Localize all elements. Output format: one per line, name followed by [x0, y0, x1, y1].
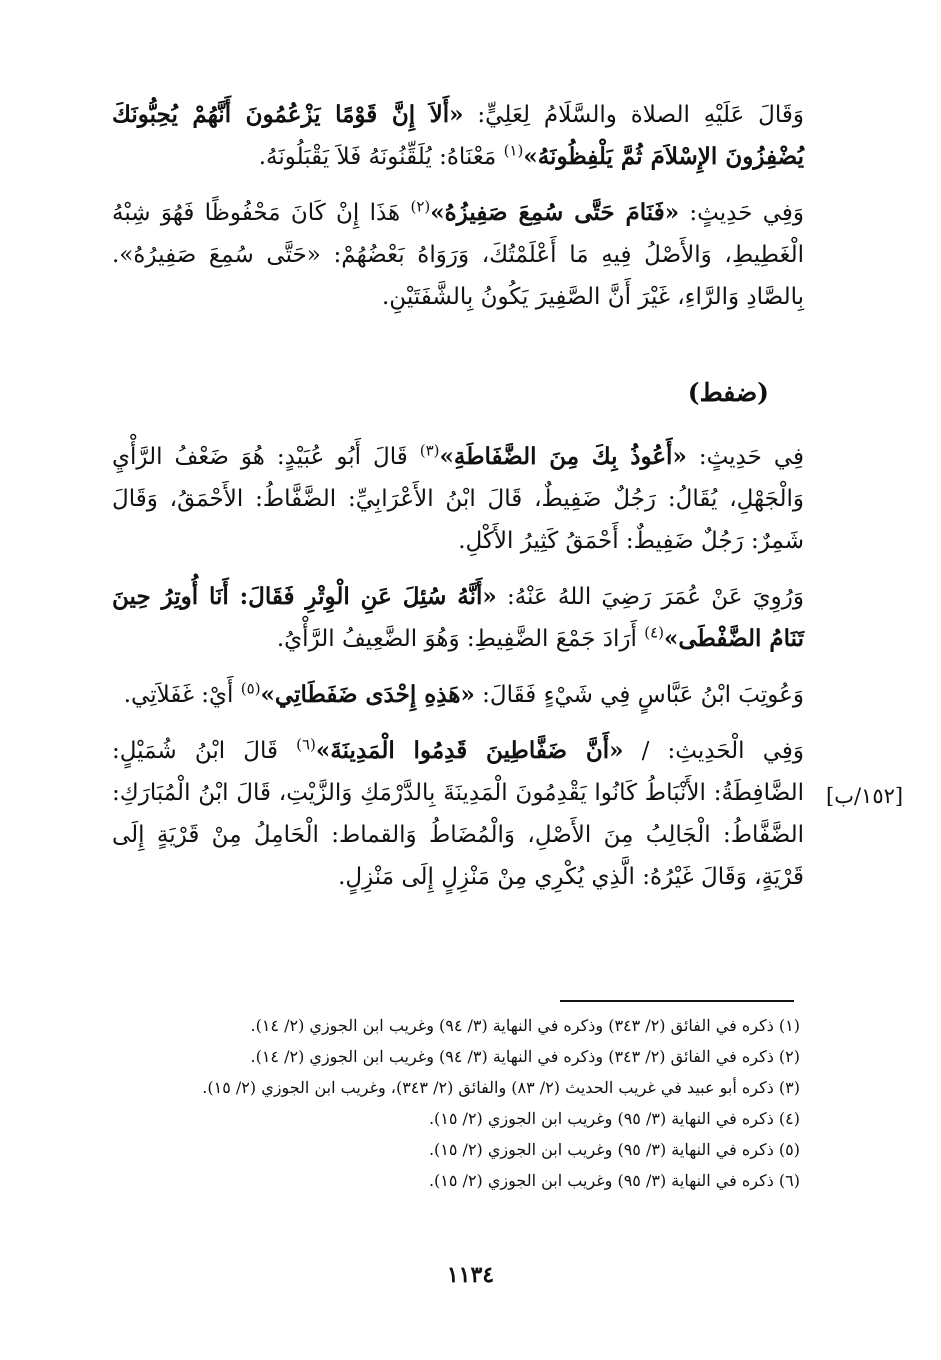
section-heading: (ضفط)	[687, 378, 769, 407]
para6-rest: قَالَ ابْنُ شُمَيْلٍ: الضَّافِطَةُ: الأَنْبَاطُ كَانُوا يَقْدِمُونَ الْمَدِينَةَ بِالدَّرْمَكِ وَالزَّيْتِ، قَالَ ابْنُ الْمُبَارَكِ: الضَّفَّاطُ: الْجَالِبُ مِنَ الأَصْلِ، وَالْمُضَاطُ وَالقماط: الْحَامِلُ مِنْ قَرْيَةٍ إِلَى قَرْيَةٍ، وَقَالَ غَيْرُهُ: الَّذِي يُكْرِي مِنْ مَنْزِلٍ إِلَى مَنْزِلٍ.	[112, 738, 804, 890]
para2-lead: وَفِي حَدِيثٍ:	[679, 200, 804, 226]
para1-rest: مَعْنَاهُ: يُلَقِّنُونَهُ فَلاَ يَقْبَلُونَهُ.	[258, 144, 504, 170]
footnote-marker-5: (٥)	[240, 679, 261, 698]
paragraph-2	[112, 192, 804, 318]
para3-lead: فِي حَدِيثٍ:	[686, 444, 805, 470]
para4-rest: أَرَادَ جَمْعَ الضَّفِيطِ: وَهُوَ الضَّعِيفُ الرَّأْيُ.	[276, 626, 645, 652]
para6-lead: وَفِي الْحَدِيثِ: /	[623, 738, 804, 764]
para3-quote: «أَعُوذُ بِكَ مِنَ الضَّفَاطَةِ»	[439, 443, 687, 470]
paragraph-3	[112, 436, 804, 562]
folio-margin-note: [١٥٢/ب]	[826, 784, 904, 808]
para1-quote: «أَلاَ إِنَّ قَوْمًا يَزْعُمُونَ أَنَّهُمْ يُحِبُّونَكَ يُضْفِزُونَ الإِسْلاَمَ ثُمَّ يَلْفِظُونَهُ»	[112, 101, 804, 170]
footnote-marker-3: (٣)	[419, 441, 440, 460]
para5-rest: أَيْ: غَفَلاَتِي.	[123, 682, 241, 708]
footnote-marker-2: (٢)	[410, 197, 431, 216]
main-text-bottom	[112, 436, 804, 912]
para5-quote: «هَذِهِ إِحْدَى ضَفَطَاتِي»	[260, 681, 475, 708]
footnote-3: (٣) ذكره أبو عبيد في غريب الحديث (٢/ ٨٣) والفائق (٢/ ٣٤٣)، وغريب ابن الجوزي (٢/ ١٥).	[202, 1078, 800, 1097]
footnote-5: (٥) ذكره في النهاية (٣/ ٩٥) وغريب ابن الجوزي (٢/ ١٥).	[428, 1140, 800, 1159]
footnotes	[100, 1010, 800, 1196]
para1-lead: وَقَالَ عَلَيْهِ الصلاة والسَّلَامُ لِعَلِيٍّ:	[463, 102, 804, 128]
paragraph-4	[112, 576, 804, 660]
main-text-top	[112, 94, 804, 332]
para5-lead: وَعُوتِبَ ابْنُ عَبَّاسٍ فِي شَيْءٍ فَقَالَ:	[474, 682, 804, 708]
para3-rest: قَالَ أَبُو عُبَيْدٍ: هُوَ ضَعْفُ الرَّأْيِ وَالْجَهْلِ، يُقَالُ: رَجُلٌ ضَفِيطٌ، قَالَ ابْنُ الأَعْرَابِيِّ: الضَّفَّاطُ: الأَحْمَقُ، وَقَالَ شَمِرٌ: رَجُلٌ ضَفِيطٌ: أَحْمَقُ كَثِيرُ الأَكْلِ.	[112, 444, 804, 554]
footnote-6: (٦) ذكره في النهاية (٣/ ٩٥) وغريب ابن الجوزي (٢/ ١٥).	[428, 1171, 800, 1190]
footnote-2: (٢) ذكره في الفائق (٢/ ٣٤٣) وذكره في النهاية (٣/ ٩٤) وغريب ابن الجوزي (٢/ ١٤).	[250, 1047, 800, 1066]
footnote-1: (١) ذكره في الفائق (٢/ ٣٤٣) وذكره في النهاية (٣/ ٩٤) وغريب ابن الجوزي (٢/ ١٤).	[250, 1016, 800, 1035]
para6-quote: «أَنَّ ضَفَّاطِينَ قَدِمُوا الْمَدِينَةَ»	[315, 737, 624, 764]
footnote-divider	[560, 1000, 794, 1002]
para2-rest: هَذَا إِنْ كَانَ مَحْفُوظًا فَهُوَ شِبْهُ الْغَطِيطِ، وَالأَصْلُ فِيهِ مَا أَعْلَمْتُكَ، وَرَوَاهُ بَعْضُهُمْ: «حَتَّى سُمِعَ صَفِيرُهُ». بِالصَّادِ وَالرَّاءِ، غَيْرَ أَنَّ الصَّفِيرَ يَكُونُ بِالشَّفَتَيْنِ.	[112, 200, 804, 310]
para2-quote: «فَنَامَ حَتَّى سُمِعَ صَفِيزُهُ»	[430, 199, 680, 226]
footnote-4: (٤) ذكره في النهاية (٣/ ٩٥) وغريب ابن الجوزي (٢/ ١٥).	[428, 1109, 800, 1128]
paragraph-1	[112, 94, 804, 178]
footnote-marker-4: (٤)	[644, 623, 664, 642]
paragraph-6	[112, 730, 804, 898]
para4-lead: وَرُوِيَ عَنْ عُمَرَ رَضِيَ اللهُ عَنْهُ:	[496, 584, 804, 610]
paragraph-5	[112, 674, 804, 716]
page-number: ١١٣٤	[446, 1262, 495, 1288]
footnote-marker-1: (١)	[503, 141, 524, 160]
footnote-marker-6: (٦)	[296, 735, 316, 754]
para4-quote: «أَنَّهُ سُئِلَ عَنِ الْوِتْرِ فَقَالَ: أَنَا أُوتِرُ حِينَ تَنَامُ الضَّفْطَى»	[112, 583, 804, 652]
